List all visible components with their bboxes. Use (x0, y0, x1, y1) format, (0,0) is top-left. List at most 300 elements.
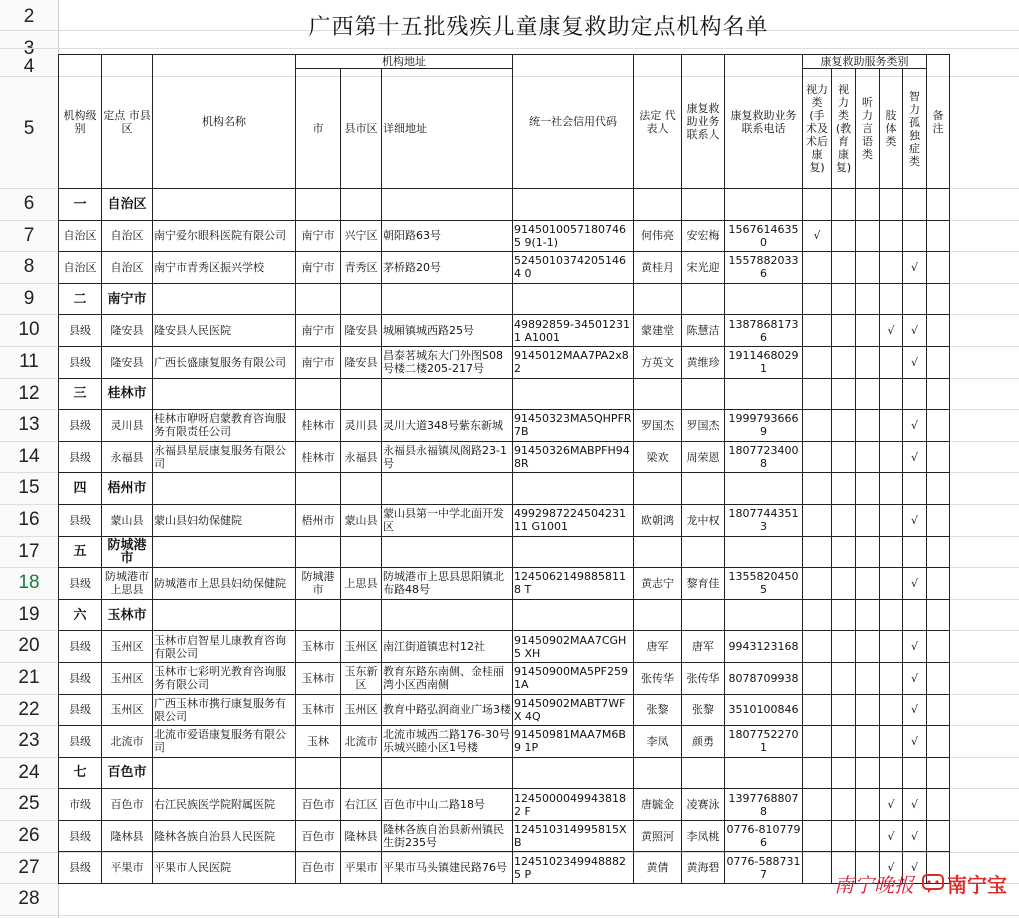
county-cell: 灵川县 (102, 410, 153, 442)
section-region: 桂林市 (102, 378, 153, 410)
county-cell: 玉州区 (102, 631, 153, 663)
row-number: 10 (18, 319, 40, 341)
empty-cell (903, 473, 927, 505)
institution-name-cell: 广西玉林市携行康复服务有限公司 (153, 694, 296, 726)
contact-cell: 龙中权 (682, 504, 725, 536)
remark-cell (927, 789, 950, 821)
address-cell: 教育东路东南侧、金桂丽湾小区西南侧 (382, 662, 513, 694)
empty-cell (725, 599, 803, 631)
section-number: 四 (59, 473, 102, 505)
svc-intellect-cell: √ (903, 252, 927, 284)
header-city: 市 (296, 69, 341, 189)
table-row (59, 252, 950, 284)
address-cell: 百色市中山二路18号 (382, 789, 513, 821)
table-row (59, 726, 950, 758)
phone-cell: 18077522701 (725, 726, 803, 758)
header-services-group: 康复救助服务类别 (803, 55, 927, 69)
section-number: 一 (59, 189, 102, 221)
empty-cell (725, 757, 803, 789)
svc-limb-cell (880, 662, 903, 694)
empty-cell (832, 378, 856, 410)
institution-name-cell: 防城港市上思县妇幼保健院 (153, 568, 296, 600)
svc-intellect-cell: √ (903, 410, 927, 442)
svc-intellect-cell: √ (903, 441, 927, 473)
district-cell: 隆林县 (341, 820, 382, 852)
svc-limb-cell (880, 441, 903, 473)
section-row (59, 189, 950, 221)
empty-cell (927, 599, 950, 631)
empty-cell (832, 283, 856, 315)
empty-cell (153, 378, 296, 410)
legal-rep-cell: 欧朝鸿 (634, 504, 682, 536)
empty-cell (513, 473, 634, 505)
credit-code-cell: 124510314995815X B (513, 820, 634, 852)
empty-cell (513, 536, 634, 568)
legal-rep-cell: 黄桂月 (634, 252, 682, 284)
remark-cell (927, 662, 950, 694)
empty-cell (634, 757, 682, 789)
svc-limb-cell (880, 220, 903, 252)
section-row (59, 378, 950, 410)
empty-cell (903, 189, 927, 221)
credit-code-cell: 9145012MAA7PA2x8 2 (513, 346, 634, 378)
district-cell: 灵川县 (341, 410, 382, 442)
contact-cell: 张黎 (682, 694, 725, 726)
svc-hearing-cell (856, 694, 880, 726)
address-cell: 朝阳路63号 (382, 220, 513, 252)
svc-limb-cell (880, 504, 903, 536)
empty-cell (513, 189, 634, 221)
phone-cell: 15578820336 (725, 252, 803, 284)
credit-code-cell: 91450902MABT7WFX 4Q (513, 694, 634, 726)
svc-intellect-cell: √ (903, 852, 927, 884)
empty-cell (513, 378, 634, 410)
institution-name-cell: 玉林市七彩明光教育咨询服务有限公司 (153, 662, 296, 694)
empty-cell (803, 757, 832, 789)
phone-cell: 18077234008 (725, 441, 803, 473)
svc-hearing-cell (856, 662, 880, 694)
row-number: 7 (23, 224, 35, 246)
institution-table (58, 54, 950, 884)
contact-cell: 张传华 (682, 662, 725, 694)
svc-vision-surgery-cell (803, 252, 832, 284)
contact-cell: 安宏梅 (682, 220, 725, 252)
remark-cell (927, 726, 950, 758)
county-cell: 隆安县 (102, 315, 153, 347)
svc-intellect-cell: √ (903, 789, 927, 821)
section-row (59, 283, 950, 315)
city-cell: 玉林市 (296, 694, 341, 726)
address-cell: 教育中路弘润商业广场3楼 (382, 694, 513, 726)
row-number: 21 (18, 667, 40, 688)
county-cell: 自治区 (102, 220, 153, 252)
county-cell: 北流市 (102, 726, 153, 758)
city-cell: 防城港市 (296, 568, 341, 600)
empty-cell (927, 536, 950, 568)
svc-limb-cell (880, 252, 903, 284)
empty-cell (513, 599, 634, 631)
empty-cell (927, 283, 950, 315)
empty-cell (296, 536, 341, 568)
city-cell: 南宁市 (296, 220, 341, 252)
gridline (0, 915, 1019, 916)
institution-name-cell: 平果市人民医院 (153, 852, 296, 884)
remark-cell (927, 694, 950, 726)
legal-rep-cell: 张传华 (634, 662, 682, 694)
section-row (59, 473, 950, 505)
svc-hearing-cell (856, 504, 880, 536)
address-cell: 城厢镇城西路25号 (382, 315, 513, 347)
empty-cell (832, 536, 856, 568)
empty-cell (634, 378, 682, 410)
district-cell: 隆安县 (341, 346, 382, 378)
empty-cell (153, 189, 296, 221)
empty-cell (382, 599, 513, 631)
institution-name-cell: 右江民族医学院附属医院 (153, 789, 296, 821)
empty-cell (927, 378, 950, 410)
svc-vision-education-cell (832, 726, 856, 758)
row-number: 18 (18, 572, 40, 594)
county-cell: 蒙山县 (102, 504, 153, 536)
city-cell: 玉林市 (296, 662, 341, 694)
svc-hearing-cell (856, 315, 880, 347)
remark-cell (927, 252, 950, 284)
svc-vision-education-cell (832, 820, 856, 852)
empty-cell (382, 757, 513, 789)
credit-code-cell: 49892859-345012311 A1001 (513, 315, 634, 347)
legal-rep-cell: 方英文 (634, 346, 682, 378)
svc-vision-education-cell (832, 504, 856, 536)
row-number: 9 (23, 287, 35, 309)
empty-cell (634, 283, 682, 315)
header-row-1 (59, 55, 950, 69)
empty-cell (682, 189, 725, 221)
level-cell: 市级 (59, 789, 102, 821)
header-svc-intellect: 智力孤独症类 (903, 69, 927, 189)
svc-vision-surgery-cell (803, 726, 832, 758)
table-row (59, 410, 950, 442)
credit-code-cell: 91450981MAA7M6B9 1P (513, 726, 634, 758)
contact-cell: 黎育佳 (682, 568, 725, 600)
address-cell: 平果市马头镇建民路76号 (382, 852, 513, 884)
table-row (59, 694, 950, 726)
header-level: 机构级别 (59, 55, 102, 189)
header-detail: 详细地址 (382, 69, 513, 189)
city-cell: 百色市 (296, 852, 341, 884)
row-number: 16 (18, 509, 40, 530)
phone-cell: 15676146350 (725, 220, 803, 252)
address-cell: 蒙山县第一中学北面开发区 (382, 504, 513, 536)
institution-name-cell: 隆安县人民医院 (153, 315, 296, 347)
svc-hearing-cell (856, 410, 880, 442)
header-svc-hearing: 听力言语类 (856, 69, 880, 189)
city-cell: 百色市 (296, 820, 341, 852)
table-row (59, 220, 950, 252)
empty-cell (296, 757, 341, 789)
svc-hearing-cell (856, 252, 880, 284)
row-number: 26 (18, 825, 40, 846)
svc-vision-surgery-cell (803, 662, 832, 694)
empty-cell (725, 283, 803, 315)
empty-cell (903, 536, 927, 568)
level-cell: 县级 (59, 410, 102, 442)
empty-cell (382, 536, 513, 568)
city-cell: 桂林市 (296, 441, 341, 473)
row-number: 14 (18, 445, 40, 467)
phone-cell: 0776-5887317 (725, 852, 803, 884)
svc-hearing-cell (856, 789, 880, 821)
row-number: 27 (18, 856, 40, 878)
empty-cell (341, 283, 382, 315)
empty-cell (832, 189, 856, 221)
svc-vision-surgery-cell (803, 820, 832, 852)
svc-hearing-cell (856, 346, 880, 378)
svc-intellect-cell: √ (903, 315, 927, 347)
city-cell: 玉林市 (296, 631, 341, 663)
legal-rep-cell: 黄倩 (634, 852, 682, 884)
chat-bubble-icon (922, 874, 944, 894)
remark-cell (927, 568, 950, 600)
svc-intellect-cell: √ (903, 820, 927, 852)
empty-cell (803, 536, 832, 568)
legal-rep-cell: 黄照河 (634, 820, 682, 852)
empty-cell (341, 378, 382, 410)
city-cell: 桂林市 (296, 410, 341, 442)
legal-rep-cell: 梁欢 (634, 441, 682, 473)
district-cell: 永福县 (341, 441, 382, 473)
empty-cell (832, 757, 856, 789)
empty-cell (803, 378, 832, 410)
svc-limb-cell (880, 410, 903, 442)
empty-cell (682, 536, 725, 568)
svc-intellect-cell: √ (903, 504, 927, 536)
contact-cell: 唐军 (682, 631, 725, 663)
legal-rep-cell: 黄志宁 (634, 568, 682, 600)
county-cell: 平果市 (102, 852, 153, 884)
row-number: 13 (18, 414, 40, 436)
svc-vision-education-cell (832, 410, 856, 442)
empty-cell (682, 283, 725, 315)
svc-hearing-cell (856, 820, 880, 852)
institution-name-cell: 北流市爱语康复服务有限公司 (153, 726, 296, 758)
remark-cell (927, 220, 950, 252)
county-cell: 隆林县 (102, 820, 153, 852)
institution-name-cell: 南宁爱尔眼科医院有限公司 (153, 220, 296, 252)
svc-vision-surgery-cell (803, 441, 832, 473)
empty-cell (341, 757, 382, 789)
svc-hearing-cell (856, 220, 880, 252)
svc-intellect-cell: √ (903, 568, 927, 600)
empty-cell (296, 378, 341, 410)
credit-code-cell: 12450621498858118 T (513, 568, 634, 600)
empty-cell (296, 189, 341, 221)
table-row (59, 631, 950, 663)
row-number: 15 (18, 477, 40, 499)
empty-cell (634, 189, 682, 221)
section-number: 六 (59, 599, 102, 631)
header-name: 机构名称 (153, 55, 296, 189)
svc-vision-education-cell (832, 568, 856, 600)
svc-hearing-cell (856, 441, 880, 473)
level-cell: 自治区 (59, 220, 102, 252)
section-region: 防城港市 (102, 536, 153, 568)
address-cell: 灵川大道348号紫东新城 (382, 410, 513, 442)
table-row (59, 504, 950, 536)
row-number: 23 (18, 730, 40, 752)
empty-cell (880, 536, 903, 568)
table-row (59, 568, 950, 600)
svc-intellect-cell: √ (903, 694, 927, 726)
empty-cell (803, 599, 832, 631)
phone-cell: 19114680291 (725, 346, 803, 378)
empty-cell (832, 599, 856, 631)
empty-cell (634, 599, 682, 631)
credit-code-cell: 12451023499488825 P (513, 852, 634, 884)
phone-cell: 13558204505 (725, 568, 803, 600)
empty-cell (382, 378, 513, 410)
svc-vision-education-cell (832, 441, 856, 473)
remark-cell (927, 631, 950, 663)
section-number: 二 (59, 283, 102, 315)
section-row (59, 757, 950, 789)
district-cell: 蒙山县 (341, 504, 382, 536)
empty-cell (903, 378, 927, 410)
phone-cell: 3510100846 (725, 694, 803, 726)
empty-cell (903, 283, 927, 315)
svc-vision-education-cell (832, 220, 856, 252)
section-row (59, 536, 950, 568)
svc-vision-education-cell (832, 346, 856, 378)
table-row (59, 820, 950, 852)
section-region: 玉林市 (102, 599, 153, 631)
level-cell: 县级 (59, 820, 102, 852)
svc-limb-cell: √ (880, 789, 903, 821)
credit-code-cell: 91450100571807465 9(1-1) (513, 220, 634, 252)
empty-cell (153, 757, 296, 789)
row-number: 22 (18, 698, 40, 720)
empty-cell (296, 283, 341, 315)
table-row (59, 662, 950, 694)
empty-cell (153, 599, 296, 631)
address-cell: 茅桥路20号 (382, 252, 513, 284)
phone-cell: 19997936669 (725, 410, 803, 442)
empty-cell (832, 473, 856, 505)
section-number: 五 (59, 536, 102, 568)
svc-limb-cell (880, 346, 903, 378)
credit-code-cell: 91450326MABPFH94 8R (513, 441, 634, 473)
header-credit-code: 统一社会信用代码 (513, 55, 634, 189)
legal-rep-cell: 蒙建堂 (634, 315, 682, 347)
level-cell: 县级 (59, 694, 102, 726)
svc-vision-surgery-cell: √ (803, 220, 832, 252)
empty-cell (725, 378, 803, 410)
svc-vision-surgery-cell (803, 568, 832, 600)
empty-cell (725, 189, 803, 221)
page-title: 广西第十五批残疾儿童康复救助定点机构名单 (308, 15, 769, 40)
row-number: 17 (18, 540, 40, 562)
empty-cell (341, 536, 382, 568)
empty-cell (513, 283, 634, 315)
district-cell: 上思县 (341, 568, 382, 600)
empty-cell (725, 536, 803, 568)
district-cell: 兴宁区 (341, 220, 382, 252)
institution-name-cell: 永福县星辰康复服务有限公司 (153, 441, 296, 473)
header-svc-limb: 肢体类 (880, 69, 903, 189)
empty-cell (856, 473, 880, 505)
legal-rep-cell: 何伟亮 (634, 220, 682, 252)
phone-cell: 18077443513 (725, 504, 803, 536)
svc-limb-cell: √ (880, 820, 903, 852)
institution-name-cell: 隆林各族自治县人民医院 (153, 820, 296, 852)
row-number: 3 (23, 38, 35, 59)
header-legal-rep: 法定 代表人 (634, 55, 682, 189)
empty-cell (880, 599, 903, 631)
county-cell: 自治区 (102, 252, 153, 284)
institution-name-cell: 蒙山县妇幼保健院 (153, 504, 296, 536)
empty-cell (927, 189, 950, 221)
row-number: 25 (18, 793, 40, 815)
remark-cell (927, 504, 950, 536)
table-row (59, 441, 950, 473)
section-region: 梧州市 (102, 473, 153, 505)
empty-cell (803, 283, 832, 315)
empty-cell (856, 599, 880, 631)
empty-cell (856, 283, 880, 315)
table-row (59, 852, 950, 884)
empty-cell (903, 757, 927, 789)
empty-cell (153, 473, 296, 505)
table-row (59, 315, 950, 347)
institution-name-cell: 广西长盛康复服务有限公司 (153, 346, 296, 378)
empty-cell (682, 757, 725, 789)
district-cell: 右江区 (341, 789, 382, 821)
empty-cell (382, 283, 513, 315)
credit-code-cell: 91450323MA5QHPFR 7B (513, 410, 634, 442)
empty-cell (513, 757, 634, 789)
legal-rep-cell: 张黎 (634, 694, 682, 726)
empty-cell (341, 473, 382, 505)
empty-cell (880, 473, 903, 505)
empty-cell (856, 757, 880, 789)
address-cell: 永福县永福镇凤阁路23-1号 (382, 441, 513, 473)
svc-vision-surgery-cell (803, 504, 832, 536)
empty-cell (634, 536, 682, 568)
header-contact: 康复救助业务联系人 (682, 55, 725, 189)
city-cell: 南宁市 (296, 346, 341, 378)
level-cell: 县级 (59, 504, 102, 536)
level-cell: 县级 (59, 662, 102, 694)
svc-vision-surgery-cell (803, 789, 832, 821)
header-remark: 备注 (927, 55, 950, 189)
empty-cell (927, 473, 950, 505)
svc-limb-cell: √ (880, 852, 903, 884)
remark-cell (927, 441, 950, 473)
svc-vision-education-cell (832, 631, 856, 663)
county-cell: 百色市 (102, 789, 153, 821)
contact-cell: 周荣恩 (682, 441, 725, 473)
level-cell: 县级 (59, 346, 102, 378)
section-row (59, 599, 950, 631)
contact-cell: 李凤桃 (682, 820, 725, 852)
institution-name-cell: 桂林市咿呀启蒙教育咨询服务有限责任公司 (153, 410, 296, 442)
address-cell: 防城港市上思县思阳镇北布路48号 (382, 568, 513, 600)
contact-cell: 颜勇 (682, 726, 725, 758)
row-number: 8 (23, 256, 35, 278)
empty-cell (382, 473, 513, 505)
empty-cell (153, 283, 296, 315)
legal-rep-cell: 唐毓金 (634, 789, 682, 821)
address-cell: 北流市城西二路176-30号乐城兴睦小区1号楼 (382, 726, 513, 758)
